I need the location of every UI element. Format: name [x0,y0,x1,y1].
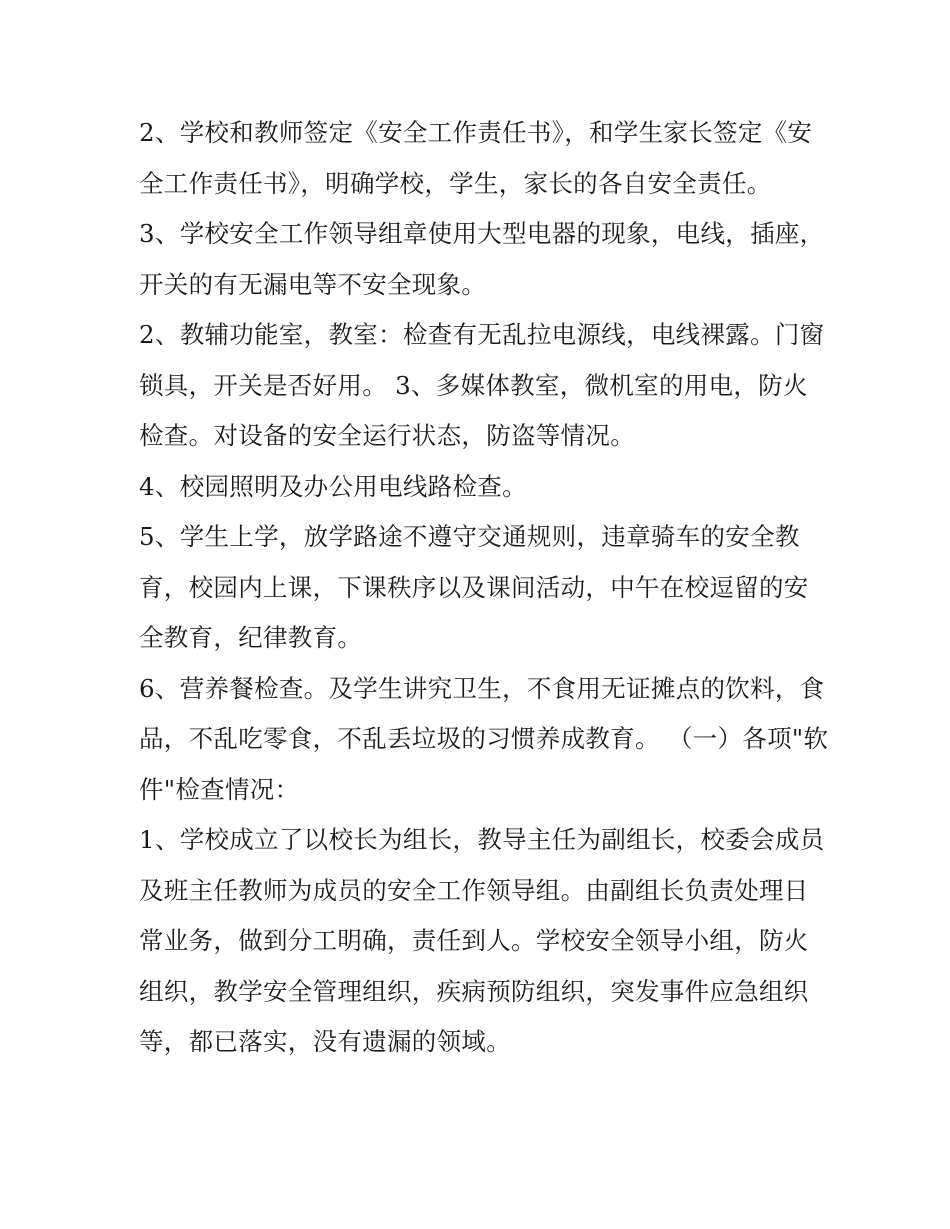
paragraph: 2、教辅功能室，教室：检查有无乱拉电源线，电线裸露。门窗锁具，开关是否好用。 3、多媒体教室，微机室的用电，防火检查。对设备的安全运行状态，防盗等情况。 [139,320,825,450]
paragraph: 2、学校和教师签定《安全工作责任书》，和学生家长签定《安全工作责任书》，明确学校，学生，家长的各自安全责任。 [139,118,813,198]
document-body [139,108,829,1068]
paragraph: 1、学校成立了以校长为组长，教导主任为副组长，校委会成员及班主任教师为成员的安全工作领导组。由副组长负责处理日常业务，做到分工明确，责任到人。学校安全领导小组，防火组织，教学安全管理组织，疾病预防组织，突发事件应急组织等，都已落实，没有遗漏的领域。 [139,825,825,1056]
paragraph: 4、校园照明及办公用电线路检查。 [139,471,527,501]
paragraph: 6、营养餐检查。及学生讲究卫生，不食用无证摊点的饮料，食品，不乱吃零食，不乱丢垃圾的习惯养成教育。 （一）各项"软件"检查情况： [139,673,829,804]
paragraph: 3、学校安全工作领导组章使用大型电器的现象，电线，插座，开关的有无漏电等不安全现象。 [139,219,825,299]
paragraph: 5、学生上学，放学路途不遵守交通规则，违章骑车的安全教育，校园内上课，下课秩序以及课间活动，中午在校逗留的安全教育，纪律教育。 [139,522,809,652]
